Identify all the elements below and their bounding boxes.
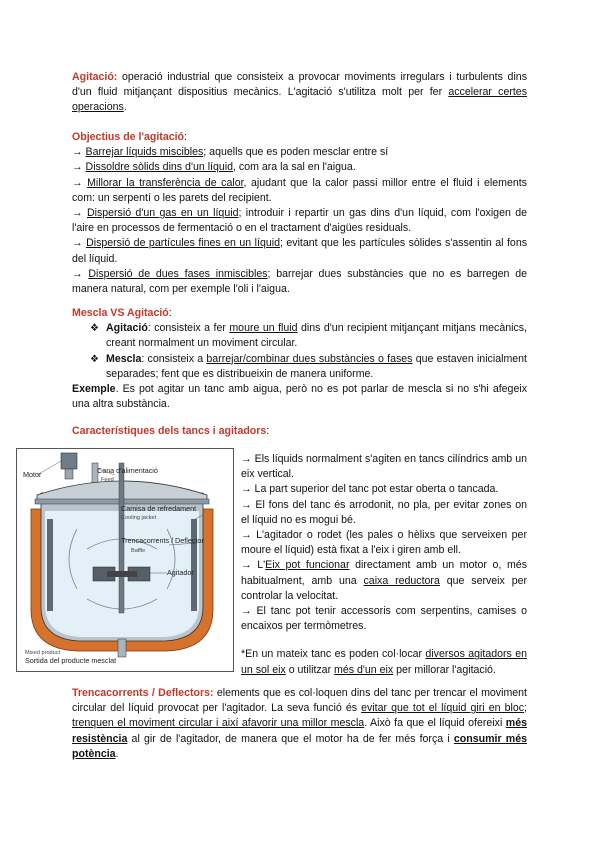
term-agitacio: Agitació: (72, 71, 118, 83)
list-item: → Els líquids normalment s'agiten en tancs cilíndrics amb un eix vertical. (241, 453, 527, 481)
list-item: → Millorar la transferència de calor, ajudant que la calor passi millor entre el fluid i elements com: un serpentí o les parets del recipient. (72, 176, 527, 204)
label-mixed-en: Mixed product (25, 650, 61, 656)
exemple-paragraph: Exemple. Es pot agitar un tanc amb aigua, però no es pot parlar de mescla si no s'hi afegeix una altra substància. (72, 383, 527, 411)
caract-heading-row: Característiques dels tancs i agitadors: (72, 425, 270, 437)
label-agitator: Agitador (167, 568, 194, 577)
label-motor: Motor (23, 470, 42, 479)
label-jacket-en: Cooling jacket (121, 515, 157, 521)
objectius-section: Objectius de l'agitació: → Barrejar líquids miscibles; aquells que es poden mesclar entre sí → Dissoldre sòlids dins d'un líquid, com ara la sal en l'aigua. → Millorar la transferència de calor, ajudant que la calor passi millor entre el fluid i elements com: un serpentí o les parets del recipient. → Dispersió d'un gas en un líquid; introduir i repartir un gas dins d'un líquid, com l'oxigen de l'aire en processos de fermentació o en el tractament d'aigües residuals. → Dispersió de partícules fines en un líquid; evitant que les partícules sòlides s'assentin al fons del líquid. → Dispersió de dues fases inmiscibles; barrejar dues substàncies que no es barregen de manera natural, com per exemple l'oli i l'aigua. (72, 130, 527, 297)
baffle-right (191, 519, 197, 611)
list-item: → Dispersió d'un gas en un líquid; introduir i repartir un gas dins d'un líquid, com l'oxigen de l'aire en processos de fermentació o en el tractament d'aigües residuals. (72, 207, 527, 235)
agitated-tank-diagram (17, 449, 233, 671)
label-mixed-ca: Sortida del producte mesclat (25, 656, 117, 665)
outlet-pipe (118, 639, 126, 657)
caract-heading: Característiques dels tancs i agitadors (72, 425, 267, 437)
diamond-bullet-icon: ❖ (90, 323, 99, 335)
note-paragraph: *En un mateix tanc es poden col·locar diversos agitadors en un sol eix o utilitzar més d'un eix per millorar l'agitació. (241, 648, 527, 676)
label-baffle-ca: Trencacorrents / Deflector (121, 536, 204, 545)
list-item: → La part superior del tanc pot estar oberta o tancada. (241, 483, 499, 496)
mescla-heading: Mescla VS Agitació (72, 307, 169, 319)
trenca-paragraph: Trencacorrents / Deflectors: elements que es col·loquen dins del tanc per trencar el moviment circular del líquid provocat per l'agitador. La seva funció és evitar que tot el líquid giri en bloc; trenquen el moviment circular i així afavorir una millor mescla. Això fa que el líquid ofereixi més resistència al gir de l'agitador, de manera que el motor ha de fer més força i consumir més potència. (72, 687, 528, 760)
objectius-heading: Objectius de l'agitació (72, 131, 185, 143)
caract-list (241, 452, 527, 678)
motor-box (61, 453, 77, 469)
diamond-bullet-icon: ❖ (90, 353, 99, 365)
label-jacket-ca: Camisa de refredament (121, 504, 197, 513)
intro-paragraph: Agitació: operació industrial que consisteix a provocar moviments irregulars i turbulents dins d'un fluid mitjançant dispositius mecànics. L'agitació s'utilitza molt per fer accelerar certes operacions. (72, 71, 527, 114)
list-item: → Dispersió de partícules fines en un líquid; evitant que les partícules sòlides s'assentin al fons del líquid. (72, 237, 528, 265)
mescla-section: Mescla VS Agitació: ❖ Agitació: consisteix a fer moure un fluid dins d'un recipient mitjançant mitjans mecànics, creant normalment un moviment circular. ❖ Mescla: consisteix a barrejar/combinar dues substàncies o fases que estaven inicialment separades; fent que es distribueixin de manera uniforme. Exemple. Es pot agitar un tanc amb aigua, però no es pot parlar de mescla si no s'hi afegeix una altra substància. (72, 306, 527, 412)
tank-figure (16, 448, 234, 672)
list-item: → Barrejar líquids miscibles; aquells que es poden mesclar entre sí (72, 146, 389, 159)
baffle-left (47, 519, 53, 611)
term-trencacorrents: Trencacorrents / Deflectors: (72, 687, 214, 699)
bullet-mescla: ❖ Mescla: consisteix a barrejar/combinar dues substàncies o fases que estaven inicialment separades; fent que es distribueixin de manera uniforme. (90, 352, 527, 380)
bullet-agitacio: ❖ Agitació: consisteix a fer moure un fluid dins d'un recipient mitjançant mitjans mecànics, creant normalment un moviment circular. (90, 322, 527, 350)
list-item: → Dispersió de dues fases inmiscibles; barrejar dues substàncies que no es barregen de manera natural, com per exemple l'oli i l'aigua. (72, 267, 527, 296)
list-item: → El fons del tanc és arrodonit, no pla, per evitar zones on el líquid no es mogui bé. (241, 498, 527, 526)
accelerar-link: accelerar certes operacions (72, 86, 527, 114)
list-item: → El tanc pot tenir accessoris com serpentins, camises o encaixos per termòmetres. (241, 605, 527, 633)
list-item: → Dissoldre sòlids dins d'un líquid, com ara la sal en l'aigua. (72, 161, 356, 174)
list-item: → L'agitador o rodet (les pales o hèlixs que serveixen per moure el líquid) està fixat a l'eix i giren amb ell. (241, 529, 527, 557)
label-baffle-en: Baffle (131, 548, 146, 554)
label-feed-ca: Cana d'alimentació (97, 466, 158, 475)
label-feed-en: Feed (101, 477, 114, 483)
list-item: → L'Eix pot funcionar directament amb un motor o, més habitualment, amb una caixa reductora que serveix per controlar la velocitat. (241, 559, 528, 602)
